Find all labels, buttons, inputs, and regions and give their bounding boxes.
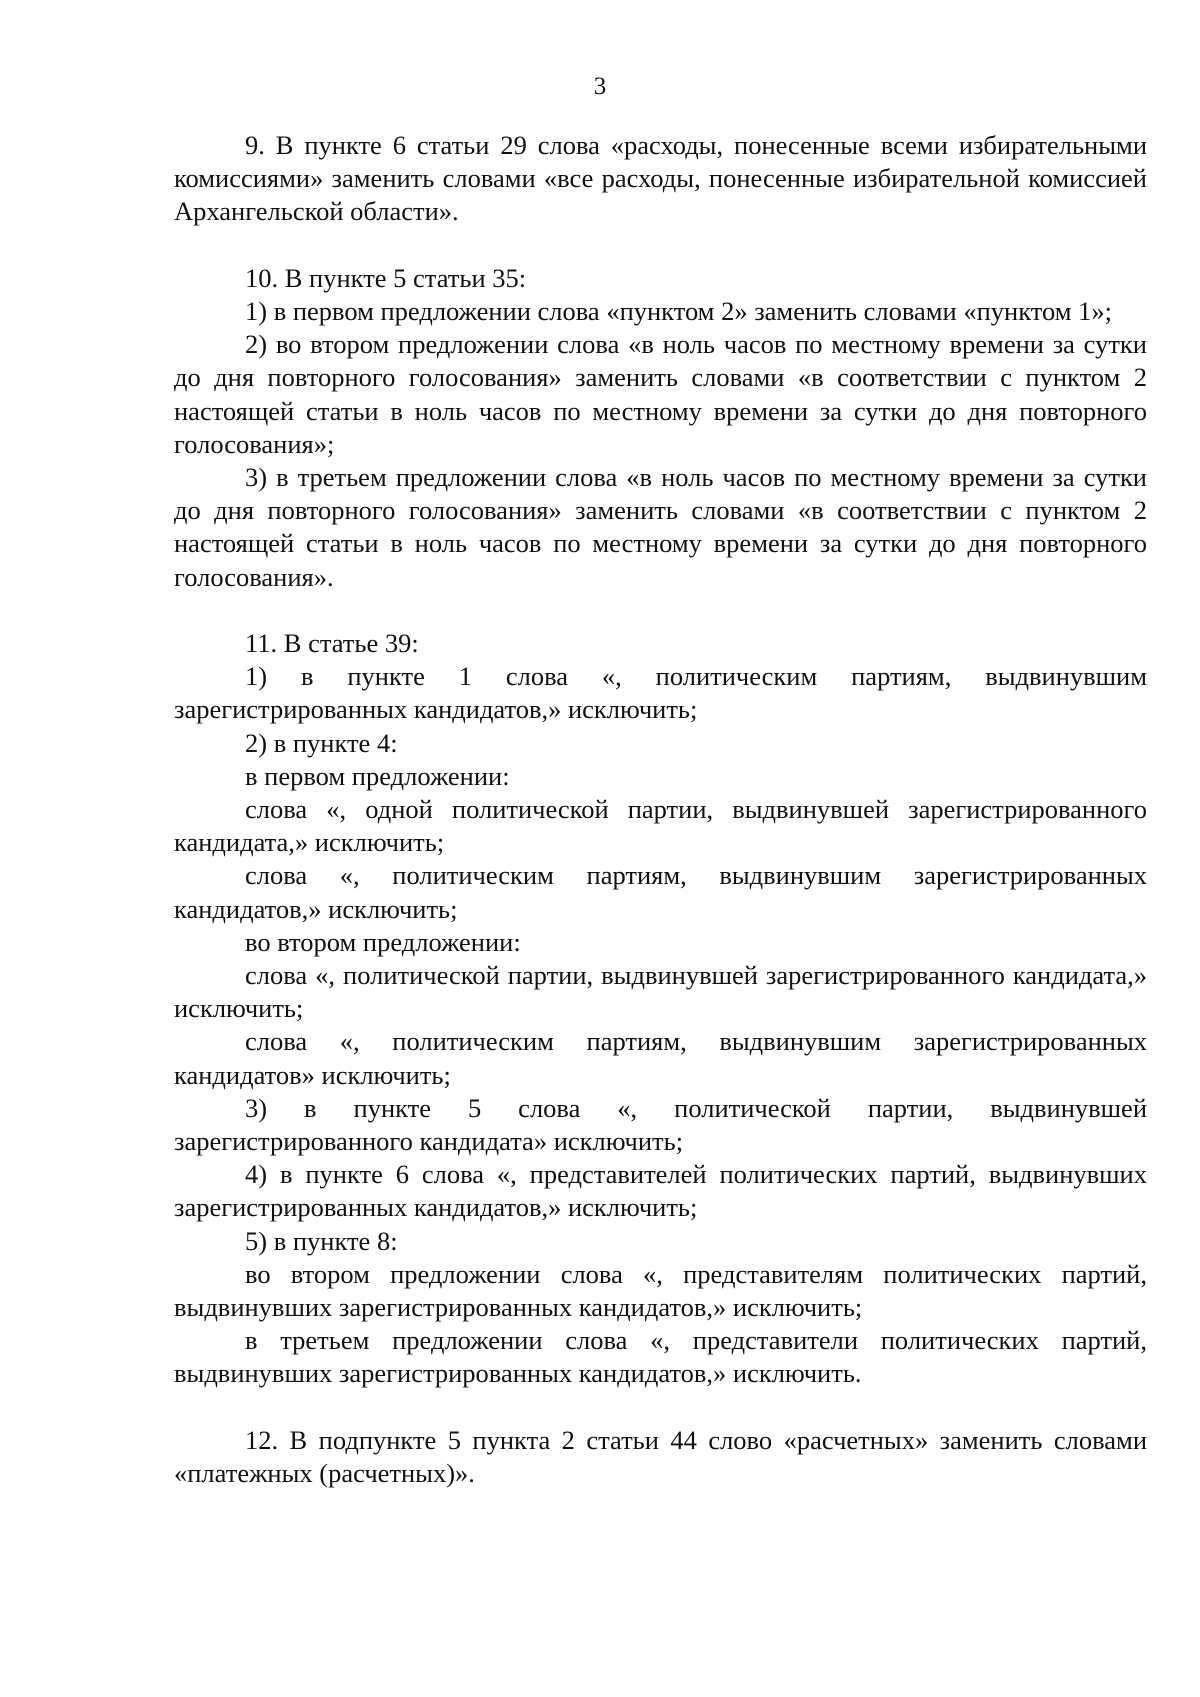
paragraph-item-11-2: 2) в пункте 4: xyxy=(245,727,398,758)
paragraph-item-11-2-a: слова «, одной политической партии, выдвинувшей зарегистрированного кандидата,» исключить; xyxy=(174,794,1147,858)
paragraph-item-11-2-first-sentence: в первом предложении: xyxy=(245,760,510,791)
paragraph-item-10-1: 1) в первом предложении слова «пунктом 2» заменить словами «пунктом 1»; xyxy=(245,296,1112,326)
paragraph-item-11-2-c: слова «, политической партии, выдвинувшей зарегистрированного кандидата,» исключить; xyxy=(174,960,1147,1024)
document-body xyxy=(174,129,1147,1490)
paragraph-gap xyxy=(174,594,1147,627)
paragraph-item-11-2-d: слова «, политическим партиям, выдвинувшим зарегистрированных кандидатов» исключить; xyxy=(174,1026,1147,1090)
paragraph-gap xyxy=(174,229,1147,262)
paragraph-item-11-2-b: слова «, политическим партиям, выдвинувшим зарегистрированных кандидатов,» исключить; xyxy=(174,860,1147,924)
paragraph-item-11-1: 1) в пункте 1 слова «, политическим партиям, выдвинувшим зарегистрированных кандидатов,» исключить; xyxy=(174,661,1147,725)
paragraph-item-9: 9. В пункте 6 статьи 29 слова «расходы, понесенные всеми избирательными комиссиями» заменить словами «все расходы, понесенные избирательной комиссией Архангельской области». xyxy=(174,130,1147,227)
paragraph-gap xyxy=(174,1391,1147,1424)
paragraph-item-11-5-a: во втором предложении слова «, представителям политических партий, выдвинувших зарегистрированных кандидатов,» исключить; xyxy=(174,1258,1147,1323)
paragraph-item-12: 12. В подпункте 5 пункта 2 статьи 44 слово «расчетных» заменить словами «платежных (расчетных)». xyxy=(174,1424,1147,1489)
page-number: 3 xyxy=(593,73,607,100)
paragraph-item-11-3: 3) в пункте 5 слова «, политической партии, выдвинувшей зарегистрированного кандидата» исключить; xyxy=(174,1092,1147,1157)
paragraph-item-10-3: 3) в третьем предложении слова «в ноль часов по местному времени за сутки до дня повторного голосования» заменить словами «в соответствии с пунктом 2 настоящей статьи в ноль часов по местному времени за сутки до дня повторного голосования». xyxy=(174,462,1147,592)
paragraph-item-11-4: 4) в пункте 6 слова «, представителей политических партий, выдвинувших зарегистрированных кандидатов,» исключить; xyxy=(174,1159,1147,1223)
paragraph-item-10-2: 2) во втором предложении слова «в ноль часов по местному времени за сутки до дня повторного голосования» заменить словами «в соответствии с пунктом 2 настоящей статьи в ноль часов по местному времени за сутки до дня повторного голосования»; xyxy=(174,329,1147,459)
paragraph-item-11-2-second-sentence: во втором предложении: xyxy=(245,926,521,957)
paragraph-item-11-5: 5) в пункте 8: xyxy=(245,1225,398,1256)
paragraph-item-10-heading: 10. В пункте 5 статьи 35: xyxy=(245,262,527,293)
paragraph-item-11-5-b: в третьем предложении слова «, представители политических партий, выдвинувших зарегистрированных кандидатов,» исключить. xyxy=(174,1325,1147,1389)
paragraph-item-11-heading: 11. В статье 39: xyxy=(245,628,419,659)
